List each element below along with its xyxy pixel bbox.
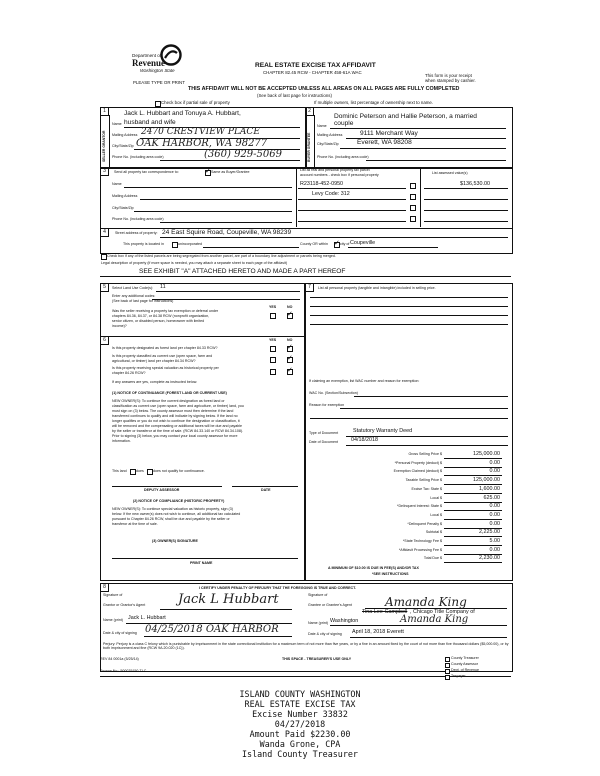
calc-row-label: *Personal Property (deduct) $ bbox=[394, 460, 442, 465]
buyer-name-label: Name bbox=[317, 124, 327, 128]
new-owner-text-9: information. bbox=[112, 439, 131, 443]
s3-city-label: City/State/Zip bbox=[112, 206, 134, 210]
this-land-label: This land bbox=[112, 469, 127, 473]
partial-sale-label: Check box if partial sale of property bbox=[161, 100, 230, 105]
buyer-city-label: City/State/Zip bbox=[317, 142, 339, 146]
parcel-personal-checkbox-3[interactable] bbox=[410, 205, 416, 211]
new-owner-text-8: Prior to signing (3) below, you may contact your local county assessor for more bbox=[112, 434, 238, 438]
stamp-line-6: Wanda Grone, CPA bbox=[259, 739, 341, 749]
dept-line3: Washington State bbox=[140, 68, 175, 73]
grantee-sig-label-2: Grantee or Grantee's Agent bbox=[308, 603, 352, 607]
section-4-number: 4 bbox=[100, 228, 109, 237]
seller-mailing-label: Mailing Address bbox=[112, 133, 138, 137]
calc-row-line bbox=[444, 536, 502, 537]
current-use-question-a: Is this property classified as current use (open space, farm and bbox=[112, 354, 213, 358]
grantee-date-place-label: Date & city of signing bbox=[308, 632, 342, 636]
section-7-number: 7 bbox=[305, 283, 314, 292]
calc-row-value: 0.00 bbox=[489, 468, 500, 475]
new-owner-text-2: classification as current use (open space, farm and agriculture, or timber) land, you bbox=[112, 404, 244, 408]
dor-logo bbox=[132, 44, 182, 80]
section-6-number: 6 bbox=[100, 336, 109, 345]
calc-row-value: 0.00 bbox=[489, 511, 500, 518]
seller-name-line1: Jack L. Hubbart and Tonuya A. Hubbart, bbox=[124, 110, 241, 117]
seller-phone-value: (360) 929-5069 bbox=[204, 149, 282, 160]
grantor-sig-label-1: Signature of bbox=[103, 593, 123, 597]
grantor-name-print: Jack L. Hubbart bbox=[128, 615, 166, 621]
section-5-number: 5 bbox=[100, 283, 109, 292]
calc-row-label: Total Due $ bbox=[423, 556, 442, 561]
street-label: Street address of property: bbox=[115, 231, 158, 235]
doc-type-label: Type of Document bbox=[309, 431, 339, 435]
current-use-yes-checkbox[interactable] bbox=[270, 357, 276, 363]
exemption-no-check-mark: ✓ bbox=[287, 311, 293, 318]
stamp-line-5: Amount Paid $2230.00 bbox=[249, 729, 351, 739]
new-owner-text-4: transferred continues to qualify and will indicate by signing below. If the land no bbox=[112, 414, 238, 418]
s5-no-header: NO bbox=[287, 305, 293, 309]
grantee-name-handwritten: Amanda King bbox=[400, 614, 469, 625]
form-title: REAL ESTATE EXCISE TAX AFFIDAVIT bbox=[255, 62, 376, 69]
section-1-number: 1 bbox=[100, 107, 109, 116]
exemption-q3: senior citizen, or disabled person, homeowner with limited bbox=[112, 319, 205, 323]
calc-row-label: *Delinquent Interest: State $ bbox=[397, 504, 442, 509]
calc-row-line bbox=[444, 458, 502, 459]
calc-row-label: Taxable Selling Price $ bbox=[405, 478, 442, 483]
print-name-label: PRINT NAME bbox=[190, 561, 213, 565]
assessed-value: $136,530.00 bbox=[460, 181, 490, 187]
receipt-note-1: This form is your receipt bbox=[425, 73, 472, 78]
exemption-q4: income)? bbox=[112, 324, 127, 328]
grantor-signature: Jack L Hubbart bbox=[178, 592, 279, 607]
send-tax-label: Send all property tax correspondence to: bbox=[114, 170, 179, 174]
calc-row-value: 0.00 bbox=[489, 459, 500, 466]
calc-row-line bbox=[444, 554, 502, 555]
city-of-label: city of bbox=[340, 242, 350, 246]
legal-desc-label: Legal description of property (if more space is needed, you may attach a separate sheet to each page of the affidavit) bbox=[101, 261, 288, 265]
calc-row-label: Local $ bbox=[430, 495, 442, 500]
buyer-phone-label: Phone No. (including area code) bbox=[317, 155, 369, 159]
new-owner-text-3: must sign on (3) below. The county assessor must then determine if the land bbox=[112, 409, 234, 413]
s5-yes-header: YES bbox=[269, 305, 277, 309]
city-of-value: Coupeville bbox=[350, 240, 376, 246]
copy-label: County Assessor bbox=[451, 662, 478, 666]
calc-row-line bbox=[444, 467, 502, 468]
section-2-number: 2 bbox=[305, 107, 314, 116]
see-exhibit-text: SEE EXHIBIT "A" ATTACHED HERETO AND MADE A PART HEREOF bbox=[139, 268, 346, 275]
historic-text-1: NEW OWNER(S): To continue special valuation as historic property, sign (3) bbox=[112, 507, 233, 511]
forest-question: Is this property designated as forest land per chapter 84.33 RCW? bbox=[112, 346, 218, 350]
calc-row-line bbox=[444, 502, 502, 503]
grantor-name-print-label: Name (print) bbox=[103, 618, 123, 622]
calc-row-line bbox=[444, 545, 502, 546]
historic-yes-checkbox[interactable] bbox=[270, 369, 276, 375]
grantee-name-struck: Tina Lee-Campbell bbox=[362, 609, 408, 615]
calc-row-line bbox=[444, 562, 502, 563]
parcel-header-1: List all real and personal property tax parcel bbox=[300, 168, 370, 172]
calc-row-label: *Affidavit Processing Fee $ bbox=[398, 547, 442, 552]
grantor-date-place-label: Date & city of signing bbox=[103, 631, 137, 635]
land-use-value: 11 bbox=[160, 284, 166, 290]
current-use-no-check-mark: ✓ bbox=[287, 355, 293, 362]
historic-no-check-mark: ✓ bbox=[287, 367, 293, 374]
calc-row-value: 125,000.00 bbox=[473, 451, 500, 457]
calc-row-value: 0.00 bbox=[489, 503, 500, 510]
city-of-check-mark: ✓ bbox=[334, 240, 340, 247]
does-label: does bbox=[136, 469, 144, 473]
historic-text-2: below. If the new owner(s) does not wish to continue, all additional tax calculated bbox=[112, 512, 241, 516]
s6-no-header: NO bbox=[287, 338, 293, 342]
buyer-side-label: BUYER GRANTEE bbox=[307, 132, 311, 162]
multiple-owners-note: If multiple owners, list percentage of ownership next to name. bbox=[314, 100, 434, 105]
new-owner-text-6: will be removed and the compensating or additional taxes will be due and payable bbox=[112, 424, 243, 428]
seller-mailing-value: 2470 CRESTVIEW PLACE bbox=[141, 127, 260, 137]
street-value: 24 East Squire Road, Coupeville, WA 98239 bbox=[162, 229, 292, 236]
rev-number: REV 84 0001a (5/25/14) bbox=[100, 657, 139, 661]
see-instructions-note: *SEE INSTRUCTIONS bbox=[372, 572, 409, 576]
notice-continuance-title: (1) NOTICE OF CONTINUANCE (FOREST LAND OR CURRENT USE) bbox=[112, 391, 227, 395]
historic-text-3: pursuant to Chapter 84.26 RCW, shall be due and payable by the seller or bbox=[112, 517, 230, 521]
forest-no-check-mark: ✓ bbox=[287, 344, 293, 351]
copy-checkbox[interactable] bbox=[445, 675, 450, 680]
seller-name-label: Name bbox=[112, 122, 122, 126]
stamp-line-1: ISLAND COUNTY WASHINGTON bbox=[239, 689, 361, 699]
calc-row-line bbox=[444, 484, 502, 485]
grantee-name-print-label: Name (print) bbox=[308, 621, 328, 625]
copy-label: Taxpayer bbox=[451, 674, 466, 678]
warning-sub: (See back of last page for instructions) bbox=[257, 93, 332, 98]
stamp-line-7: Island County Treasurer bbox=[242, 749, 358, 759]
copy-checkbox[interactable] bbox=[445, 663, 450, 668]
calc-row-label: Local $ bbox=[430, 512, 442, 517]
personal-property-label: List all personal property (tangible and intangible) included in selling price. bbox=[318, 286, 436, 290]
forest-yes-checkbox[interactable] bbox=[270, 346, 276, 352]
calc-row-label: Excise Tax: State $ bbox=[411, 486, 442, 491]
parcel-personal-checkbox-1[interactable] bbox=[410, 183, 416, 189]
deputy-assessor-label: DEPUTY ASSESSOR bbox=[144, 488, 180, 492]
warning-text: THIS AFFIDAVIT WILL NOT BE ACCEPTED UNLESS ALL AREAS ON ALL PAGES ARE FULLY COMPLETED bbox=[188, 86, 460, 92]
see-back-label: (See back of last page for instructions) bbox=[112, 299, 174, 303]
s6-yes-header: YES bbox=[269, 338, 277, 342]
perjury-text: Perjury: Perjury is a class C felony which is punishable by imprisonment in the state correctional institution for a maximum term of not more than five years, or by a fine in an amount fixed by the court of not more than five thousand dollars ($5,000.00), or by both imprisonment and fine (RCW 9A.20.020 (1C)). bbox=[103, 642, 509, 651]
buyer-name-line1: Dominic Peterson and Hallie Peterson, a married bbox=[334, 113, 477, 120]
please-type: PLEASE TYPE OR PRINT bbox=[133, 80, 185, 85]
calc-row-value: 125,000.00 bbox=[473, 477, 500, 484]
historic-text-4: transferor at the time of sale. bbox=[112, 522, 158, 526]
calc-row-line bbox=[444, 510, 502, 511]
seller-name-line2: husband and wife bbox=[124, 119, 176, 126]
grantee-signature: Amanda King bbox=[385, 595, 467, 609]
calc-row-line bbox=[444, 493, 502, 494]
copy-checkbox[interactable] bbox=[445, 657, 450, 662]
buyer-name-line2: couple bbox=[334, 120, 354, 127]
reason-label: Reason for exemption bbox=[309, 403, 345, 407]
wac-no-label: WAC No. (Section/Subsection) bbox=[309, 391, 358, 395]
doc-type-value: Statutory Warranty Deed bbox=[353, 428, 413, 434]
county-or-label: County OR within bbox=[300, 242, 328, 246]
buyer-mailing-value: 9111 Merchant Way bbox=[360, 130, 418, 137]
section-8-number: 8 bbox=[100, 583, 109, 592]
calc-row-line bbox=[444, 475, 502, 476]
buyer-city-value: Everett, WA 98208 bbox=[357, 139, 412, 146]
does-not-label: does not qualify for continuance. bbox=[153, 469, 205, 473]
stamp-line-3: Excise Number 33832 bbox=[252, 709, 348, 719]
copy-label: County Treasurer bbox=[451, 656, 479, 660]
dept-line2: Revenue bbox=[132, 58, 165, 68]
parcel-personal-checkbox-2[interactable] bbox=[410, 194, 416, 200]
historic-question-a: Is this property receiving special valuation as historical property per bbox=[112, 366, 219, 370]
if-yes-note: If any answers are yes, complete as instructed below. bbox=[112, 380, 198, 384]
form-subtitle: CHAPTER 82.45 RCW - CHAPTER 458-61A WAC bbox=[263, 70, 362, 75]
minimum-note: A MINIMUM OF $10.00 IS DUE IN FEE(S) AND/OR TAX bbox=[328, 566, 419, 570]
grantee-name-print-2: Washington bbox=[330, 618, 359, 624]
unincorporated-label: unincorporated bbox=[178, 242, 202, 246]
parcel-header-2: account numbers - check box if personal property bbox=[300, 173, 379, 177]
owner-signature-label: (3) OWNER(S) SIGNATURE bbox=[152, 539, 198, 543]
segregated-label: Check box if any of the listed parcels are being segregated from another parcel, are part of a boundary line adjustment or parcels being merged. bbox=[107, 254, 336, 258]
located-in-label: This property is located in bbox=[123, 242, 164, 246]
calc-row-value: 0.00 bbox=[489, 546, 500, 553]
calc-row-label: Gross Selling Price $ bbox=[408, 452, 442, 456]
new-owner-text-7: by the seller or transferor at the time of sale. (RCW 84.33.140 or RCW 84.34.108). bbox=[112, 429, 244, 433]
calc-row-label: Subtotal $ bbox=[425, 530, 442, 535]
parcel-personal-checkbox-4[interactable] bbox=[410, 216, 416, 222]
copy-checkbox[interactable] bbox=[445, 669, 450, 674]
assessed-header: List assessed value(s) bbox=[432, 171, 468, 175]
stamp-line-2: REAL ESTATE EXCISE TAX bbox=[244, 699, 356, 709]
receipt-note-2: when stamped by cashier. bbox=[425, 78, 476, 83]
calc-row-value: 2,230.00 bbox=[479, 555, 500, 562]
escrow-number: Escrow No.: 500079150-TLC bbox=[100, 669, 147, 673]
calc-row-label: *Delinquent Penalty $ bbox=[407, 521, 442, 526]
enter-additional-label: Enter any additional codes: bbox=[112, 294, 156, 298]
copy-label: Dept. of Revenue bbox=[451, 668, 479, 672]
s3-mailing-label: Mailing Address bbox=[112, 194, 138, 198]
stamp-line-4: 04/27/2018 bbox=[274, 719, 326, 729]
dept-line1: Department of bbox=[132, 53, 162, 58]
perjury-notice bbox=[103, 642, 509, 651]
exemption-q1: Was the seller receiving a property tax exemption or deferral under bbox=[112, 309, 219, 313]
seller-city-value: OAK HARBOR, WA 98277 bbox=[136, 138, 268, 149]
calc-row-value: 0.00 bbox=[489, 520, 500, 527]
s3-name-label: Name bbox=[112, 182, 122, 186]
calc-row-line bbox=[444, 528, 502, 529]
buyer-mailing-label: Mailing Address bbox=[317, 133, 343, 137]
calc-row-value: 5.00 bbox=[489, 538, 500, 544]
grantee-sig-label-1: Signature of bbox=[308, 593, 328, 597]
seller-phone-label: Phone No. (including area code) bbox=[112, 155, 164, 159]
notice-historic-title: (2) NOTICE OF COMPLIANCE (HISTORIC PROPERTY) bbox=[133, 499, 225, 503]
calc-row-value: 2,225.00 bbox=[479, 529, 500, 536]
certify-text: I CERTIFY UNDER PENALTY OF PERJURY THAT THE FOREGOING IS TRUE AND CORRECT. bbox=[199, 586, 356, 590]
historic-question-b: chapter 84.26 RCW? bbox=[112, 371, 146, 375]
same-as-label: Same as Buyer/Grantee bbox=[211, 170, 250, 174]
doc-date-label: Date of Document bbox=[309, 440, 338, 444]
calc-row-value: 625.00 bbox=[483, 494, 500, 501]
parcel-number: R23118-452-0950 bbox=[300, 181, 344, 187]
grantee-date-place: April 18, 2018 Everett bbox=[352, 629, 404, 635]
doc-date-value: 04/18/2018 bbox=[351, 437, 378, 443]
date-label: DATE bbox=[261, 488, 271, 492]
exemption-q2: chapters 84.36, 84.37, or 84.38 RCW (nonprofit organization, bbox=[112, 314, 210, 318]
exemption-yes-checkbox[interactable] bbox=[270, 313, 276, 319]
calc-row-value: 1,600.00 bbox=[479, 485, 500, 492]
treasurer-only-label: THIS SPACE - TREASURER'S USE ONLY bbox=[282, 657, 352, 661]
grantor-date-place: 04/25/2018 OAK HARBOR bbox=[145, 624, 279, 635]
levy-code: Levy Code: 312 bbox=[312, 191, 350, 197]
seller-side-label: SELLER GRANTOR bbox=[102, 130, 106, 162]
new-owner-text-5: longer qualifies or you do not wish to continue the designation or classification, it bbox=[112, 419, 240, 423]
current-use-question-b: agricultural, or timber) land per chapter 84.34 RCW? bbox=[112, 359, 196, 363]
new-owner-text-1: NEW OWNER(S): To continue the current designation as forest land or bbox=[112, 399, 225, 403]
grantee-company: , Chicago Title Company of bbox=[410, 609, 475, 615]
calc-row-line bbox=[444, 519, 502, 520]
same-as-check-mark: ✓ bbox=[205, 168, 211, 175]
exemption-claim-label: If claiming an exemption, list WAC number and reason for exemption: bbox=[309, 379, 420, 383]
land-use-label: Select Land Use Code(s): bbox=[112, 286, 154, 290]
seller-city-label: City/State/Zip bbox=[112, 144, 134, 148]
calc-row-label: Exemption Claimed (deduct) $ bbox=[393, 469, 442, 474]
s3-phone-label: Phone No. (including area code) bbox=[112, 217, 164, 221]
calc-row-label: *State Technology Fee $ bbox=[402, 539, 442, 543]
section-3-number: 3 bbox=[100, 167, 109, 176]
grantor-sig-label-2: Grantor or Grantor's Agent bbox=[103, 603, 146, 607]
